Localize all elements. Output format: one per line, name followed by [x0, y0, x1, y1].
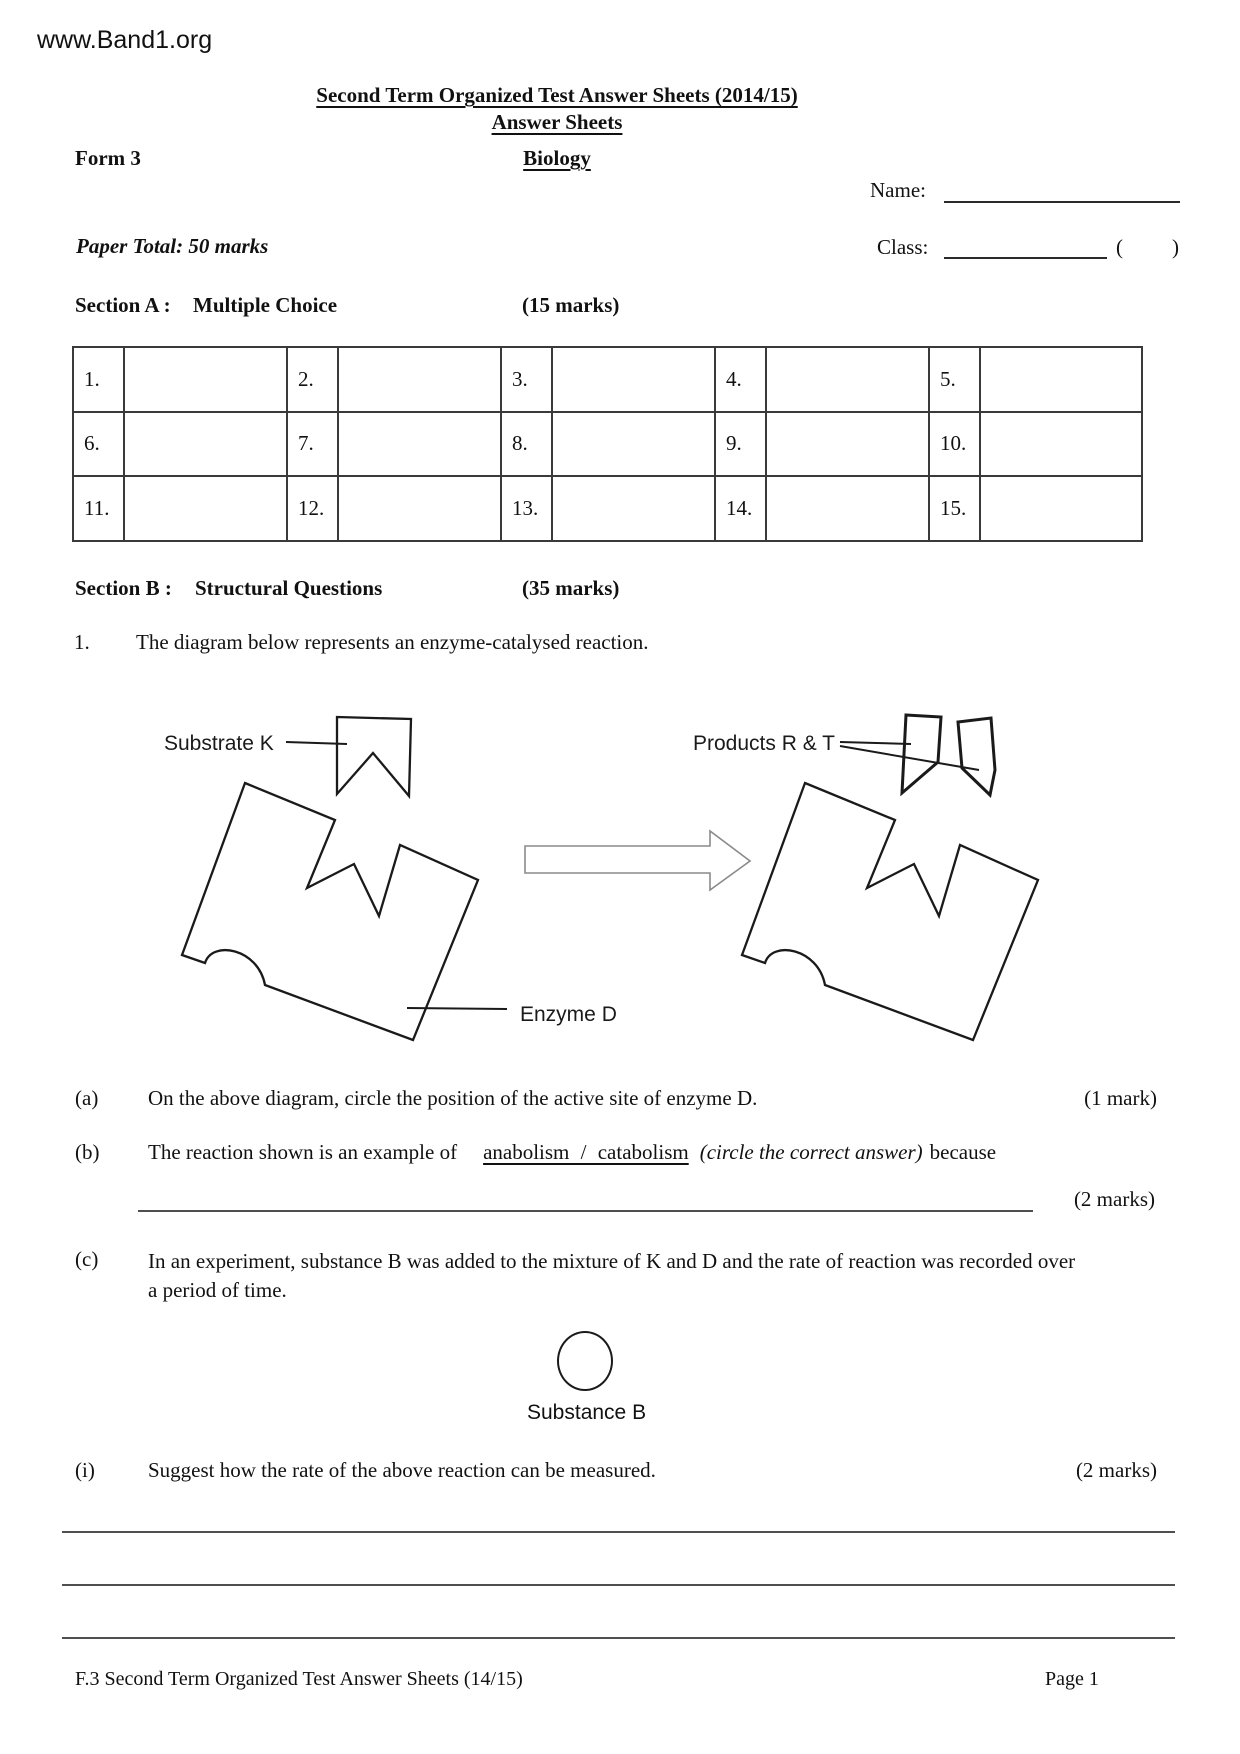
part-a-marks: (1 mark): [1084, 1086, 1157, 1110]
q-number: 4.: [715, 347, 766, 412]
class-label: Class:: [877, 235, 929, 259]
part-b-choice[interactable]: anabolism / catabolism: [483, 1140, 689, 1164]
q-number: 10.: [929, 412, 980, 477]
part-a-text: On the above diagram, circle the position of the active site of enzyme D.: [148, 1086, 758, 1110]
part-a-label: (a): [75, 1086, 99, 1110]
part-i-marks: (2 marks): [1075, 1458, 1157, 1482]
table-row: [73, 476, 1142, 541]
footer-page-number: Page 1: [1045, 1668, 1099, 1690]
q-number: 9.: [715, 412, 766, 477]
section-b-marks: (35 marks): [522, 576, 620, 600]
answer-cell-1[interactable]: [124, 347, 287, 412]
q-number: 5.: [929, 347, 980, 412]
answer-line-3[interactable]: [62, 1637, 1175, 1639]
mc-answer-table: [72, 346, 1143, 542]
subject-label: Biology: [523, 146, 591, 170]
enzyme-reaction-diagram[interactable]: [0, 690, 1240, 1065]
product-shape-r: [902, 715, 941, 793]
reaction-arrow: [525, 831, 750, 890]
q1-number: 1.: [74, 630, 90, 654]
answer-cell-6[interactable]: [124, 412, 287, 477]
answer-cell-9[interactable]: [766, 412, 929, 477]
part-i-label: (i): [75, 1458, 95, 1482]
name-label: Name:: [870, 178, 926, 202]
class-number-paren-close: ): [1172, 235, 1179, 259]
answer-cell-10[interactable]: [980, 412, 1142, 477]
enzyme-shape-right[interactable]: [742, 783, 1038, 1040]
section-b-title: Structural Questions: [195, 576, 383, 600]
answer-cell-11[interactable]: [124, 476, 287, 541]
section-a-label: Section A :: [75, 293, 171, 317]
class-number-paren-open: (: [1116, 235, 1123, 259]
answer-cell-8[interactable]: [552, 412, 715, 477]
part-b-label: (b): [75, 1140, 100, 1164]
answer-line-1[interactable]: [62, 1531, 1175, 1533]
q-number: 3.: [501, 347, 552, 412]
answer-cell-14[interactable]: [766, 476, 929, 541]
substance-b-label: Substance B: [527, 1401, 647, 1424]
answer-cell-13[interactable]: [552, 476, 715, 541]
class-input-line[interactable]: [944, 257, 1107, 259]
q-number: 7.: [287, 412, 338, 477]
part-i-text: Suggest how the rate of the above reaction can be measured.: [148, 1458, 656, 1482]
footer-left: F.3 Second Term Organized Test Answer Sheets (14/15): [75, 1668, 523, 1690]
q-number: 6.: [73, 412, 124, 477]
watermark: www.Band1.org: [37, 26, 213, 54]
part-c-label: (c): [75, 1247, 99, 1271]
answer-cell-2[interactable]: [338, 347, 501, 412]
answer-cell-15[interactable]: [980, 476, 1142, 541]
answer-cell-4[interactable]: [766, 347, 929, 412]
page-subtitle: Answer Sheets: [491, 110, 623, 134]
q-number: 13.: [501, 476, 552, 541]
part-b-text-after: because: [929, 1140, 997, 1164]
q-number: 1.: [73, 347, 124, 412]
table-row: [73, 412, 1142, 477]
part-b-text-before: The reaction shown is an example of: [148, 1140, 458, 1164]
q-number: 15.: [929, 476, 980, 541]
products-leader-line-2: [840, 746, 979, 770]
q-number: 12.: [287, 476, 338, 541]
q-number: 8.: [501, 412, 552, 477]
part-b-note: (circle the correct answer): [699, 1140, 923, 1164]
q-number: 11.: [73, 476, 124, 541]
name-input-line[interactable]: [944, 201, 1180, 203]
page-title: Second Term Organized Test Answer Sheets (2014/15): [316, 83, 798, 107]
q1-text: The diagram below represents an enzyme-catalysed reaction.: [136, 630, 649, 654]
q-number: 2.: [287, 347, 338, 412]
table-row: [73, 347, 1142, 412]
answer-cell-3[interactable]: [552, 347, 715, 412]
part-b-answer-line[interactable]: [138, 1210, 1033, 1212]
form-label: Form 3: [75, 146, 141, 170]
q-number: 14.: [715, 476, 766, 541]
products-label: Products R & T: [693, 732, 835, 755]
enzyme-label: Enzyme D: [520, 1003, 617, 1026]
substance-b-circle: [557, 1331, 613, 1391]
substrate-shape: [337, 717, 411, 796]
answer-line-2[interactable]: [62, 1584, 1175, 1586]
products-leader-line-1: [840, 742, 911, 744]
enzyme-leader-line: [407, 1008, 507, 1009]
part-b-marks: (2 marks): [1073, 1187, 1155, 1211]
answer-cell-12[interactable]: [338, 476, 501, 541]
answer-cell-5[interactable]: [980, 347, 1142, 412]
part-b-line: [148, 1140, 1168, 1165]
section-a-title: Multiple Choice: [193, 293, 338, 317]
answer-cell-7[interactable]: [338, 412, 501, 477]
substrate-label: Substrate K: [164, 732, 274, 755]
part-c-text-line2: a period of time.: [148, 1278, 287, 1302]
part-c-text-line1: In an experiment, substance B was added to the mixture of K and D and the rate of reaction was recorded over: [148, 1249, 1076, 1273]
part-c-text: [148, 1247, 1178, 1305]
section-a-marks: (15 marks): [522, 293, 620, 317]
product-shape-t: [958, 718, 995, 795]
section-b-label: Section B :: [75, 576, 172, 600]
paper-total: Paper Total: 50 marks: [76, 234, 269, 258]
enzyme-shape-left[interactable]: [182, 783, 478, 1040]
